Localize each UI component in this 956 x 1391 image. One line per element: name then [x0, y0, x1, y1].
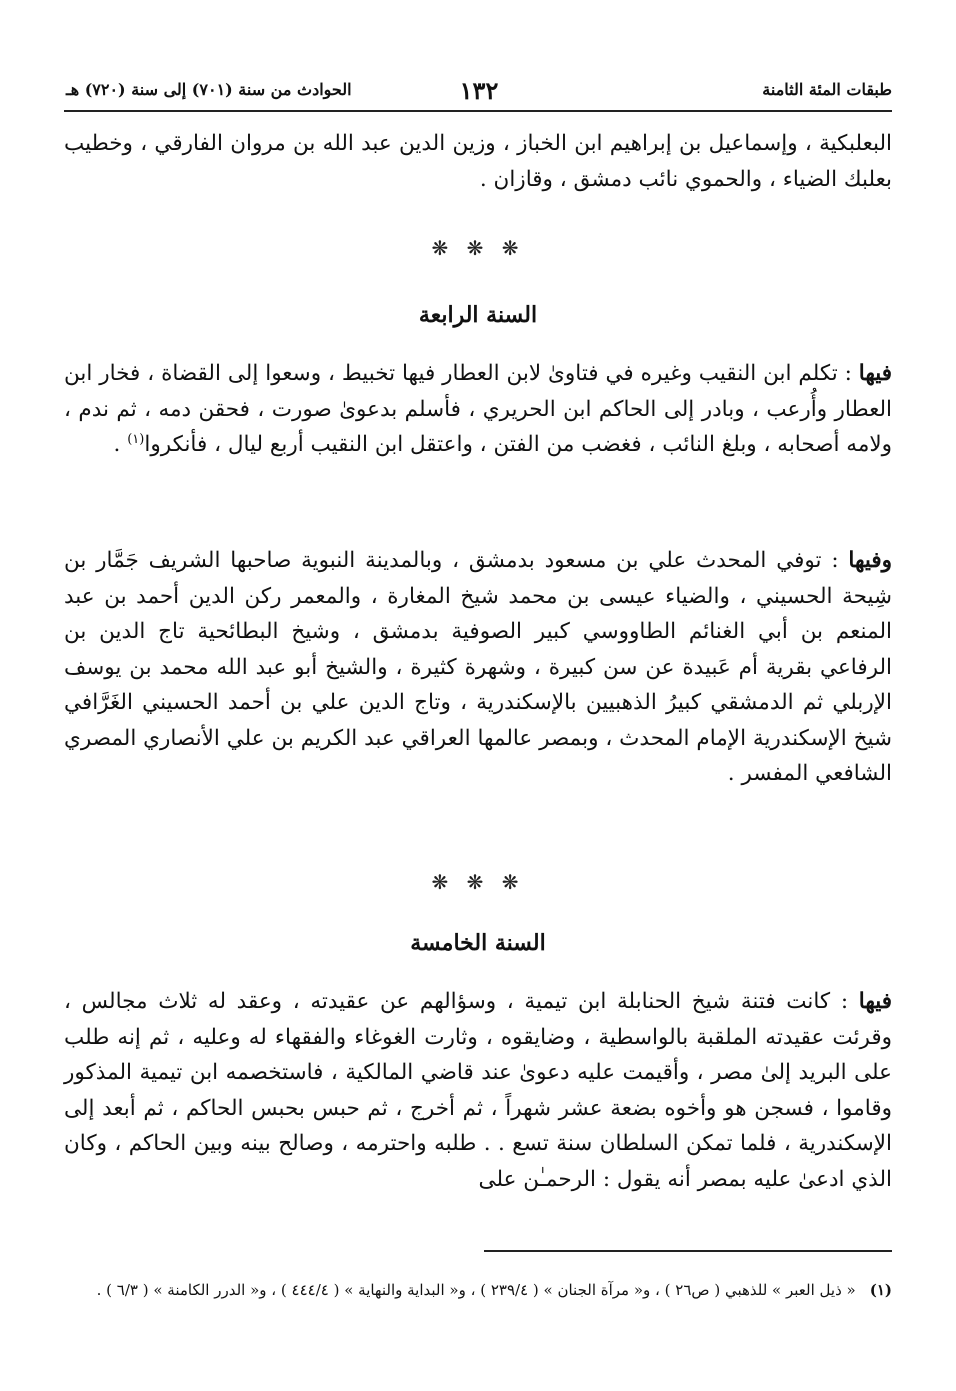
fifth-year-paragraph-1: [64, 984, 892, 1197]
footnote: [64, 1276, 892, 1304]
paragraph-lead-word: فيها: [858, 989, 892, 1014]
footnote-reference[interactable]: (١): [127, 431, 145, 447]
footnote-text: « ذيل العبر » للذهبي ( ص٢٦ ) ، و« مرآة الجنان » ( ٢٣٩/٤ ) ، و« البداية والنهاية » ( ٤٤٤/٤ ) ، و« الدرر الكامنة » ( ٦/٣ ) .: [96, 1281, 856, 1299]
section-separator: ❋ ❋ ❋: [431, 870, 525, 894]
paragraph-text: : تكلم ابن النقيب وغيره في فتاوىٰ لابن العطار فيها تخبيط ، وسعوا إلى القضاة ، فخار ابن العطار وأُرعب ، وبادر إلى الحاكم ابن الحريري ، فأسلم بدعوىٰ صورت ، فحقن دمه ، ثم ندم ، ولامه أصحابه ، وبلغ النائب ، فغضب من الفتن ، واعتقل ابن النقيب أربع ليال ، فأنكروا: [64, 361, 892, 457]
paragraph-lead-word: وفيها: [848, 548, 892, 573]
intro-paragraph: البعلبكية ، وإسماعيل بن إبراهيم ابن الخباز ، وزين الدين عبد الله بن مروان الفارقي ، وخطيب بعلبك الضياء ، والحموي نائب دمشق ، وقازان .: [64, 131, 892, 192]
section-title-fifth-year: السنة الخامسة: [410, 930, 546, 956]
section-title-fourth-year: السنة الرابعة: [418, 302, 538, 328]
paragraph-text: : كانت فتنة شيخ الحنابلة ابن تيمية ، وسؤالهم عن عقيدته ، وعقد له ثلاث مجالس ، وقرئت عقيدته الملقبة بالواسطية ، وضايقوه ، وثارت الغوغاء والفقهاء له وعليه ، ثم إنه طلب على البريد إلىٰ مصر ، وأقيمت عليه دعوىٰ عند قاضي المالكية ، فاستخصمه ابن تيمية المذكور وقاموا ، فسجن هو وأخوه بضعة عشر شهراً ، ثم أخرج ، ثم حبس بحبس الحاكم ، ثم أبعد إلى الإسكندرية ، فلما تمكن السلطان سنة تسع . . طلبه واحترمه ، وصالح بينه وبين الحاكم ، وكان الذي ادعىٰ عليه بمصر أنه يقول : الرحمـٰن على: [64, 989, 892, 1192]
paragraph-end: .: [113, 432, 128, 457]
section-separator: ❋ ❋ ❋: [431, 236, 525, 260]
paragraph-text: : توفي المحدث علي بن مسعود بدمشق ، وبالمدينة النبوية صاحبها الشريف جَمَّار بن شِيحة الحسيني ، والضياء عيسى بن محمد شيخ المغارة ، والمعمر ركن الدين أحمد بن عبد المنعم بن أبي الغنائم الطاووسي كبير الصوفية بدمشق ، وشيخ البطائحية تاج الدين بن الرفاعي بقرية أم عَبيدة عن سن كبيرة ، وشهرة كثيرة ، والشيخ أبو عبد الله محمد بن يوسف الإربلي ثم الدمشقي كبيرُ الذهبيين بالإسكندرية ، وتاج الدين علي بن أحمد الحسيني الغَرَّافي شيخ الإسكندرية الإمام المحدث ، وبمصر عالمها العراقي عبد الكريم بن علي الأنصاري المصري الشافعي المفسر .: [64, 548, 892, 786]
page-number: ١٣٢: [459, 76, 499, 105]
section-range-title: الحوادث من سنة (٧٠١) إلى سنة (٧٢٠) هـ: [66, 80, 352, 99]
running-header: [66, 76, 892, 106]
intro-paragraph-block: [64, 126, 892, 197]
fourth-year-paragraph-1: [64, 356, 892, 463]
fourth-year-paragraph-2: [64, 543, 892, 792]
footnote-number: (١): [869, 1281, 892, 1299]
footnote-rule: [484, 1250, 892, 1252]
book-title: طبقات المئة الثامنة: [762, 80, 892, 99]
paragraph-lead-word: فيها: [858, 361, 892, 386]
header-rule: [64, 110, 892, 112]
